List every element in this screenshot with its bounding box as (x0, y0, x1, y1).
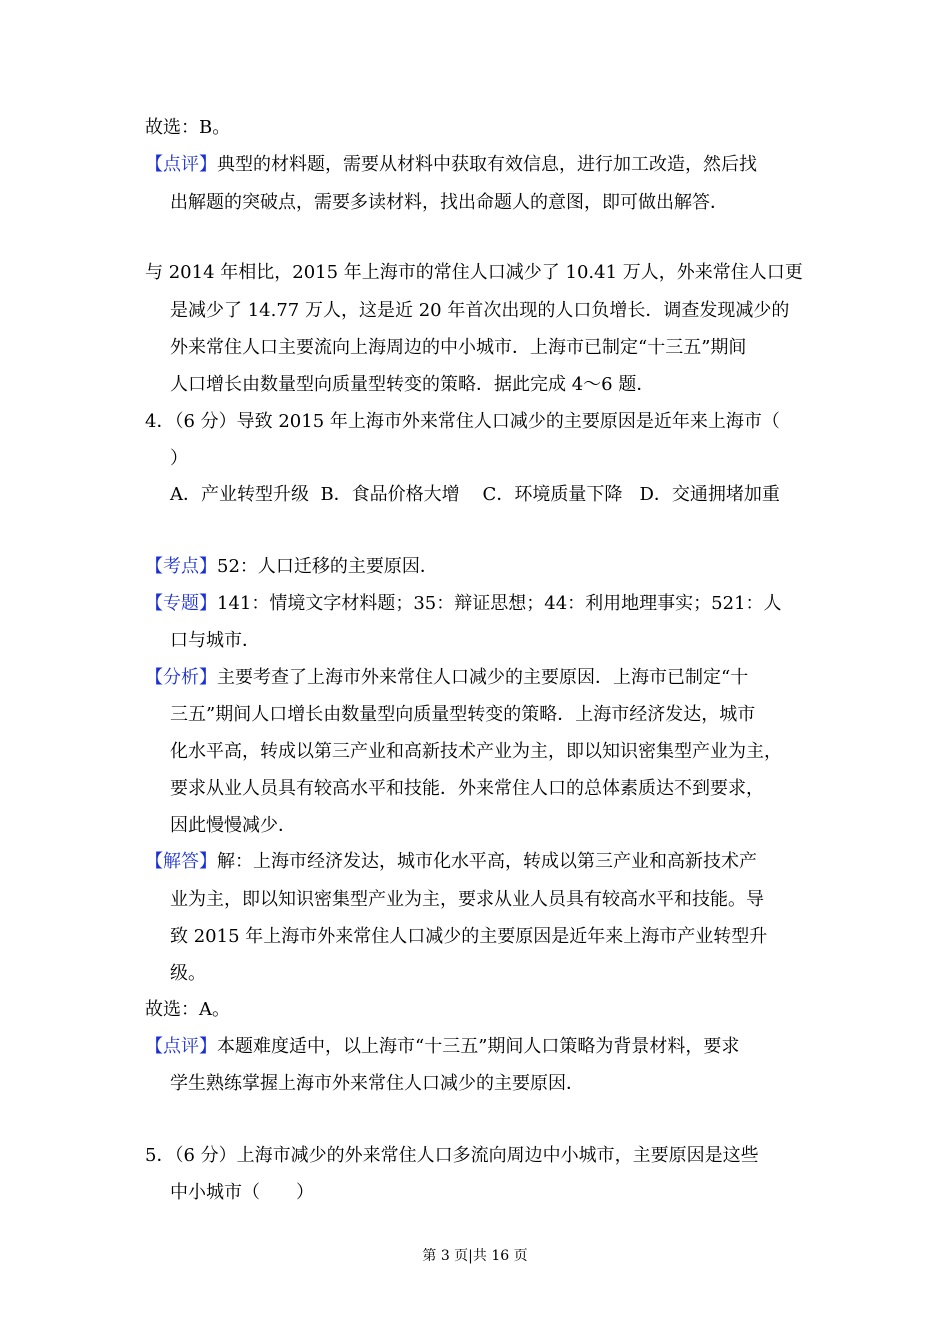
text-line: 化水平高，转成以第三产业和高新技术产业为主，即以知识密集型产业为主， (170, 741, 782, 762)
text-line: 出解题的突破点，需要多读材料，找出命题人的意图，即可做出解答． (170, 192, 728, 213)
solution-label: 【解答】 (145, 851, 217, 872)
comment-label: 【点评】 (145, 1036, 217, 1057)
text-line: 本题难度适中，以上海市“十三五”期间人口策略为背景材料，要求 (217, 1036, 740, 1057)
q3-answer: 故选：B。 (145, 117, 231, 138)
text-line: 主要考查了上海市外来常住人口减少的主要原因．上海市已制定“十 (217, 667, 749, 688)
text-line: 因此慢慢减少． (170, 815, 296, 836)
q4-answer: 故选：A。 (145, 999, 230, 1020)
text-line: 口与城市． (170, 630, 260, 651)
page-footer: 第 3 页|共 16 页 (422, 1248, 528, 1264)
text-line: 人口增长由数量型向质量型转变的策略．据此完成 4～6 题． (170, 374, 655, 395)
comment-label: 【点评】 (145, 154, 217, 175)
question-stem: ） (170, 448, 188, 469)
point-label: 【考点】 (145, 556, 217, 577)
question-options: A．产业转型升级 B．食品价格大增 C．环境质量下降 D．交通拥堵加重 (170, 484, 780, 505)
text-line: 学生熟练掌握上海市外来常住人口减少的主要原因． (170, 1073, 584, 1094)
text-line: 外来常住人口主要流向上海周边的中小城市．上海市已制定“十三五”期间 (170, 337, 747, 358)
text-line: 级。 (170, 963, 206, 984)
text-line: 致 2015 年上海市外来常住人口减少的主要原因是近年来上海市产业转型升 (170, 926, 768, 947)
text-line: 是减少了 14.77 万人，这是近 20 年首次出现的人口负增长．调查发现减少的 (170, 300, 790, 321)
text-line: 52：人口迁移的主要原因． (217, 556, 438, 577)
topic-label: 【专题】 (145, 593, 217, 614)
text-line: 要求从业人员具有较高水平和技能．外来常住人口的总体素质达不到要求， (170, 778, 764, 799)
text-line: 典型的材料题，需要从材料中获取有效信息，进行加工改造，然后找 (217, 154, 757, 175)
text-line: 三五”期间人口增长由数量型向质量型转变的策略．上海市经济发达，城市 (170, 704, 756, 725)
text-line: 解：上海市经济发达，城市化水平高，转成以第三产业和高新技术产 (217, 851, 757, 872)
question-stem: 4．（6 分）导致 2015 年上海市外来常住人口减少的主要原因是近年来上海市（ (145, 411, 780, 432)
analysis-label: 【分析】 (145, 667, 217, 688)
text-line: 141：情境文字材料题；35：辩证思想；44：利用地理事实；521：人 (217, 593, 782, 614)
text-line: 业为主，即以知识密集型产业为主，要求从业人员具有较高水平和技能。导 (170, 889, 764, 910)
question-stem: 5．（6 分）上海市减少的外来常住人口多流向周边中小城市，主要原因是这些 (145, 1145, 759, 1166)
text-line: 与 2014 年相比，2015 年上海市的常住人口减少了 10.41 万人，外来常住人口更 (145, 262, 803, 283)
question-stem: 中小城市（ ） (170, 1182, 314, 1203)
